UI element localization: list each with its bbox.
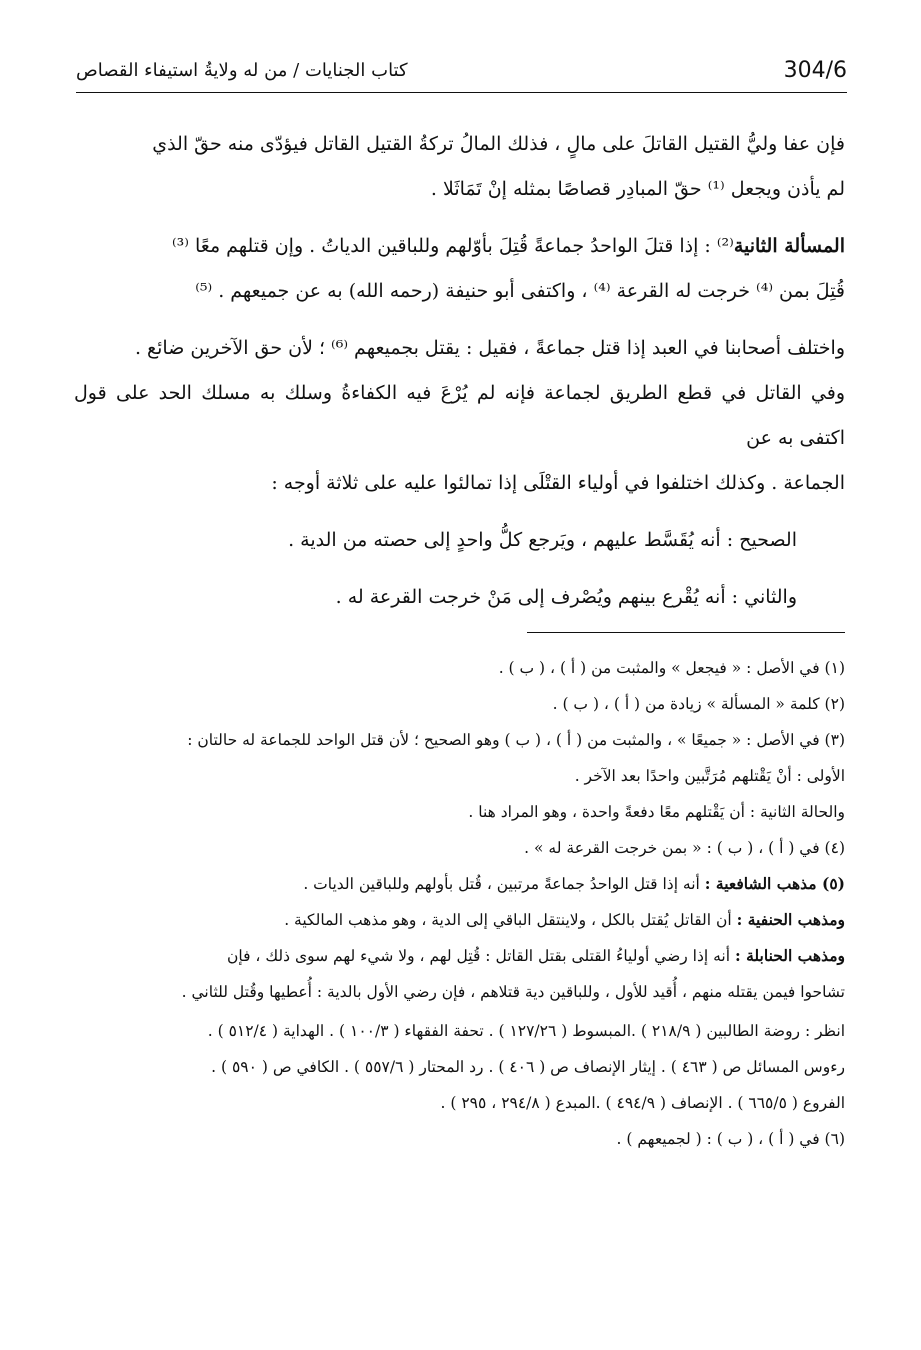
footnote-reference: رءوس المسائل ص ( ٤٦٣ ) . إيثار الإنصاف ص ( ٤٠٦ ) . رد المحتار ( ٥٥٧/٦ ) . الكافي ص ( ٥٩٠ ) . bbox=[211, 1058, 845, 1076]
main-text bbox=[74, 122, 845, 620]
footnote bbox=[74, 938, 845, 974]
footnote-reference: الفروع ( ٦٦٥/٥ ) . الإنصاف ( ٤٩٤/٩ ) .المبدع ( ٢٩٤/٨ ، ٢٩٥ ) . bbox=[440, 1094, 845, 1112]
footnote: (٣) في الأصل : « جميعًا » ، والمثبت من ( أ ) ، ( ب ) وهو الصحيح ؛ لأن قتل الواحد للجماعة له حالتان : bbox=[187, 731, 845, 749]
footnote-line: الأولى : أنْ يَقْتلهم مُرَتَّبين واحدًا بعد الآخر . bbox=[574, 767, 845, 785]
footnote-reference: انظر : روضة الطالبين ( ٢١٨/٩ ) .المبسوط ( ١٢٧/٢٦ ) . تحفة الفقهاء ( ١٠٠/٣ ) . الهداية ( ٥١٢/٤ ) . bbox=[207, 1022, 845, 1040]
footnote: (١) في الأصل : « فيجعل » والمثبت من ( أ ) ، ( ب ) . bbox=[498, 659, 845, 677]
footnote-text: أن القاتل يُقتل بالكل ، ولاينتقل الباقي إلى الدية ، وهو مذهب المالكية . bbox=[284, 911, 737, 929]
text-line: وفي القاتل في قطع الطريق لجماعة فإنه لم يُرْعَ فيه الكفاءةُ وسلك به مسلك الحد على قول اكتفى به عن bbox=[74, 382, 845, 449]
running-header bbox=[76, 52, 847, 93]
chapter-title: كتاب الجنايات / من له ولايةُ استيفاء القصاص bbox=[76, 60, 408, 81]
footnote bbox=[74, 866, 845, 902]
footnotes bbox=[74, 650, 845, 1157]
text-line: فإن عفا وليُّ القتيل القاتلَ على مالٍ ، فذلك المالُ تركةُ القتيل القاتل فيؤدّى منه حقّ الذي bbox=[152, 133, 845, 155]
footnote bbox=[74, 902, 845, 938]
paragraph: الصحيح : أنه يُقَسَّط عليهم ، ويَرجع كلُّ واحدٍ إلى حصته من الدية . bbox=[288, 529, 797, 551]
text-line: الجماعة . وكذلك اختلفوا في أولياء القتْلَى إذا تمالئوا عليه على ثلاثة أوجه : bbox=[271, 472, 845, 494]
footnote: (٤) في ( أ ) ، ( ب ) : « بمن خرجت القرعة له » . bbox=[524, 839, 845, 857]
footnote-text: أنه إذا قتل الواحدُ جماعةً مرتبين ، قُتل بأولهم وللباقين الديات . bbox=[303, 875, 705, 893]
section-heading: المسألة الثانية bbox=[733, 235, 845, 257]
paragraph bbox=[74, 122, 845, 212]
footnote-line: والحالة الثانية : أن يَقْتلهم معًا دفعةً واحدة ، وهو المراد هنا . bbox=[468, 803, 845, 821]
footnote-line: تشاحوا فيمن يقتله منهم ، أُقيد للأول ، وللباقين دية قتلاهم ، فإن رضي الأول بالدية : أُعطيها وقُتل للثاني . bbox=[181, 983, 845, 1001]
footnote-label: ومذهب الحنابلة : bbox=[734, 946, 845, 965]
text-line: قُتِلَ بمن ⁽⁴⁾ خرجت له القرعة ⁽⁴⁾ ، واكتفى أبو حنيفة (رحمه الله) به عن جميعهم . ⁽⁵⁾ bbox=[195, 280, 845, 302]
footnote: (٢) كلمة « المسألة » زيادة من ( أ ) ، ( ب ) . bbox=[552, 695, 845, 713]
paragraph: والثاني : أنه يُقْرع بينهم ويُصْرف إلى مَنْ خرجت القرعة له . bbox=[335, 586, 797, 608]
paragraph bbox=[74, 326, 845, 506]
footnote-label: (٥) مذهب الشافعية : bbox=[704, 874, 845, 893]
footnote-text: أنه إذا رضي أولياءُ القتلى بقتل القاتل : قُتِل لهم ، ولا شيء لهم سوى ذلك ، فإن bbox=[226, 947, 735, 965]
footnote: (٦) في ( أ ) ، ( ب ) : ( لجميعهم ) . bbox=[616, 1130, 845, 1148]
page-number: 304/6 bbox=[783, 58, 847, 83]
text-line: ⁽²⁾ : إذا قتلَ الواحدُ جماعةً قُتِلَ بأوّلهم وللباقين الدياتُ . وإن قتلهم معًا ⁽³⁾ bbox=[171, 235, 734, 257]
footnote-label: ومذهب الحنفية : bbox=[736, 910, 845, 929]
text-line: لم يأذن ويجعل ⁽¹⁾ حقّ المبادِر قصاصًا بمثله إنْ تَمَاثَلا . bbox=[430, 178, 845, 200]
footnote-separator bbox=[527, 632, 845, 633]
paragraph bbox=[74, 224, 845, 314]
text-line: واختلف أصحابنا في العبد إذا قتل جماعةً ، فقيل : يقتل بجميعهم ⁽⁶⁾ ؛ لأن حق الآخرين ضائع . bbox=[134, 337, 845, 359]
